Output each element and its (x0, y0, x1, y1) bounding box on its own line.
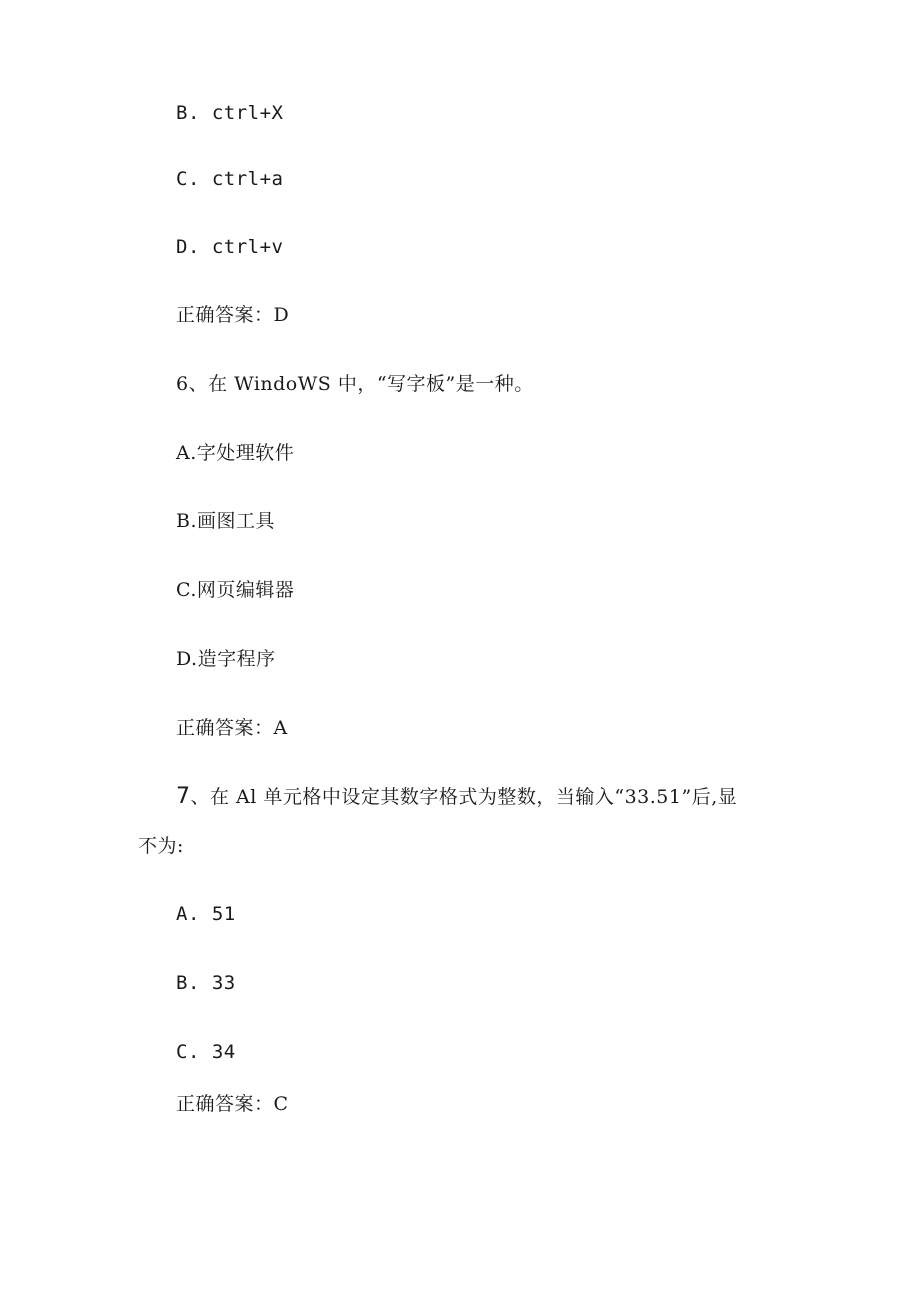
q7-option-a: A. 51 (176, 903, 236, 925)
q6-option-c: C.网页编辑器 (176, 579, 295, 601)
q7-question-text: 、在 Al 单元格中设定其数字格式为整数，当输入“33.51”后,显 (190, 786, 738, 808)
q7-option-c: C. 34 (176, 1041, 236, 1063)
q7-question-line1 (176, 785, 737, 809)
q5-option-d: D. ctrl+v (176, 236, 284, 258)
q7-option-b: B. 33 (176, 972, 236, 994)
q6-option-d: D.造字程序 (176, 648, 276, 670)
q7-question-line2: 不为: (138, 835, 184, 857)
q5-answer: 正确答案：D (176, 304, 290, 326)
q7-answer: 正确答案：C (176, 1093, 289, 1115)
q6-question: 6、在 WindoWS 中，“写字板”是一种。 (176, 373, 534, 395)
q5-option-b: B. ctrl+X (176, 102, 284, 124)
q6-option-b: B.画图工具 (176, 510, 276, 532)
q6-option-a: A.字处理软件 (176, 442, 295, 464)
q7-number: 7 (176, 784, 191, 809)
q5-option-c: C. ctrl+a (176, 168, 284, 190)
q6-answer: 正确答案：A (176, 717, 288, 739)
